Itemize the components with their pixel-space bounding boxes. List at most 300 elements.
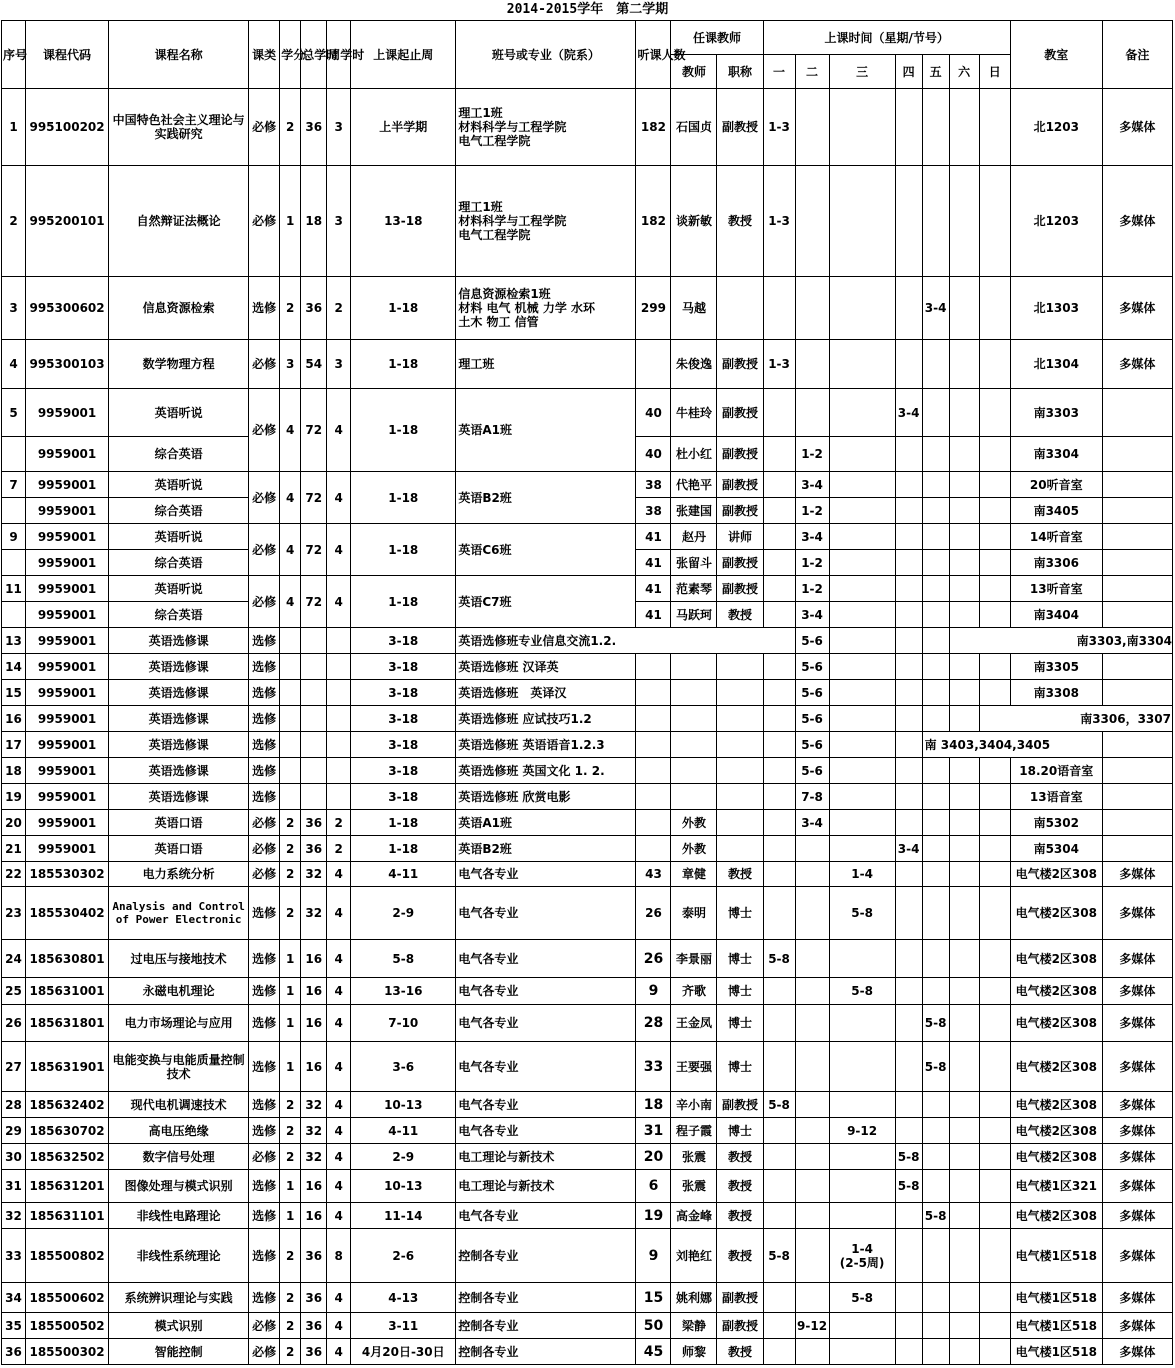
cell-seq: 15	[2, 680, 26, 706]
cell-students: 18	[636, 1092, 671, 1118]
table-row	[2, 89, 1173, 166]
cell-day-4	[895, 89, 922, 166]
table-row	[2, 1229, 1173, 1283]
cell-day-5	[922, 887, 949, 940]
cell-note: 多媒体	[1102, 887, 1172, 940]
cell-day-2	[795, 836, 829, 862]
cell-day-3	[829, 1203, 895, 1229]
cell-credit	[280, 758, 301, 784]
cell-day-4	[895, 1229, 922, 1283]
cell-note	[1102, 524, 1172, 550]
cell-day-5	[922, 602, 949, 628]
cell-students: 182	[636, 89, 671, 166]
cell-room: 南3306	[1010, 550, 1102, 576]
cell-name: 电力市场理论与应用	[109, 1005, 249, 1042]
cell-day-5	[922, 1229, 949, 1283]
cell-week: 4	[327, 472, 351, 524]
cell-day-2: 3-4	[795, 810, 829, 836]
cell-week: 4	[327, 524, 351, 576]
cell-day-6	[949, 277, 979, 340]
cell-weeks: 1-18	[351, 277, 456, 340]
cell-day-6	[949, 1170, 979, 1203]
cell-rank: 副教授	[717, 89, 763, 166]
cell-rank	[717, 732, 763, 758]
cell-students: 38	[636, 498, 671, 524]
cell-room: 南5304	[1010, 836, 1102, 862]
header-code: 课程代码	[26, 21, 109, 89]
cell-day-1	[763, 437, 795, 472]
cell-name: 英语选修课	[109, 654, 249, 680]
cell-teacher: 高金峰	[671, 1203, 717, 1229]
cell-day-6	[949, 680, 979, 706]
table-row	[2, 1118, 1173, 1144]
cell-day-5	[922, 628, 949, 654]
cell-day-4	[895, 1313, 922, 1339]
cell-day-2	[795, 166, 829, 277]
cell-class: 电气各专业	[456, 1042, 636, 1092]
cell-name: 非线性系统理论	[109, 1229, 249, 1283]
cell-day-3	[829, 706, 895, 732]
cell-teacher: 王金凤	[671, 1005, 717, 1042]
cell-name: 中国特色社会主义理论与实践研究	[109, 89, 249, 166]
cell-day-1	[763, 836, 795, 862]
cell-students: 9	[636, 1229, 671, 1283]
cell-code: 9959001	[26, 628, 109, 654]
cell-weeks: 2-6	[351, 1229, 456, 1283]
cell-week	[327, 654, 351, 680]
cell-day-1	[763, 550, 795, 576]
cell-type: 选修	[249, 654, 280, 680]
cell-room: 北1203	[1010, 166, 1102, 277]
cell-day-4: 3-4	[895, 389, 922, 437]
cell-day-7	[979, 1283, 1010, 1313]
cell-students	[636, 784, 671, 810]
cell-note	[1102, 498, 1172, 524]
cell-type: 选修	[249, 1283, 280, 1313]
cell-seq: 20	[2, 810, 26, 836]
cell-rank	[717, 758, 763, 784]
cell-class: 英语A1班	[456, 389, 636, 472]
cell-day-6	[949, 1118, 979, 1144]
cell-name: 英语选修课	[109, 680, 249, 706]
cell-type: 必修	[249, 1144, 280, 1170]
cell-total	[301, 628, 327, 654]
cell-day-7	[979, 887, 1010, 940]
cell-code: 995100202	[26, 89, 109, 166]
table-row	[2, 524, 1173, 550]
cell-day-6	[949, 576, 979, 602]
cell-room: 南3404	[1010, 602, 1102, 628]
cell-day-1	[763, 862, 795, 887]
cell-note	[1102, 836, 1172, 862]
cell-week: 4	[327, 940, 351, 978]
cell-room: 电气楼2区308	[1010, 978, 1102, 1005]
cell-total: 32	[301, 1118, 327, 1144]
cell-class: 英语A1班	[456, 810, 636, 836]
cell-day-3	[829, 732, 895, 758]
cell-room: 南3308	[1010, 680, 1102, 706]
cell-note	[1102, 437, 1172, 472]
cell-teacher: 赵丹	[671, 524, 717, 550]
cell-day-5	[922, 437, 949, 472]
table-row	[2, 166, 1173, 277]
cell-day-5	[922, 1313, 949, 1339]
cell-total: 32	[301, 1092, 327, 1118]
cell-code: 9959001	[26, 810, 109, 836]
cell-seq: 5	[2, 389, 26, 437]
cell-weeks: 1-18	[351, 576, 456, 628]
cell-name: 英语选修课	[109, 758, 249, 784]
cell-day-6	[949, 389, 979, 437]
cell-code: 185630801	[26, 940, 109, 978]
cell-teacher: 刘艳红	[671, 1229, 717, 1283]
cell-day-6	[949, 437, 979, 472]
cell-room: 南3306，3307	[979, 706, 1172, 732]
cell-rank: 博士	[717, 940, 763, 978]
cell-total: 16	[301, 1042, 327, 1092]
cell-credit: 4	[280, 576, 301, 628]
cell-room: 电气楼1区518	[1010, 1229, 1102, 1283]
cell-teacher: 梁静	[671, 1313, 717, 1339]
cell-week: 2	[327, 810, 351, 836]
cell-weeks: 3-18	[351, 706, 456, 732]
cell-class: 控制各专业	[456, 1229, 636, 1283]
cell-name: Analysis and Control of Power Electronic	[109, 887, 249, 940]
cell-credit: 3	[280, 340, 301, 389]
cell-day-2	[795, 277, 829, 340]
cell-day-7	[979, 576, 1010, 602]
cell-code: 995200101	[26, 166, 109, 277]
table-row	[2, 940, 1173, 978]
cell-day-3	[829, 784, 895, 810]
cell-weeks: 4-11	[351, 862, 456, 887]
cell-code: 185631001	[26, 978, 109, 1005]
cell-students: 41	[636, 576, 671, 602]
header-room: 教室	[1010, 21, 1102, 89]
cell-day-6	[949, 1339, 979, 1365]
cell-week	[327, 680, 351, 706]
cell-students: 43	[636, 862, 671, 887]
cell-day-5	[922, 472, 949, 498]
cell-name: 综合英语	[109, 550, 249, 576]
cell-day-4	[895, 472, 922, 498]
cell-total: 36	[301, 89, 327, 166]
cell-teacher	[671, 680, 717, 706]
cell-weeks: 11-14	[351, 1203, 456, 1229]
cell-seq: 25	[2, 978, 26, 1005]
cell-code: 185631101	[26, 1203, 109, 1229]
cell-teacher: 辛小南	[671, 1092, 717, 1118]
cell-day-5	[922, 524, 949, 550]
cell-students	[636, 340, 671, 389]
cell-note	[1102, 389, 1172, 437]
cell-class: 电气各专业	[456, 940, 636, 978]
cell-seq: 4	[2, 340, 26, 389]
cell-day-5	[922, 862, 949, 887]
cell-day-3	[829, 389, 895, 437]
table-row	[2, 576, 1173, 602]
cell-class: 控制各专业	[456, 1339, 636, 1365]
cell-name: 电力系统分析	[109, 862, 249, 887]
cell-type: 选修	[249, 1005, 280, 1042]
cell-students: 299	[636, 277, 671, 340]
cell-week: 4	[327, 1339, 351, 1365]
table-row	[2, 1203, 1173, 1229]
cell-type: 必修	[249, 389, 280, 472]
cell-day-7	[979, 758, 1010, 784]
cell-seq: 21	[2, 836, 26, 862]
cell-students	[636, 654, 671, 680]
cell-code: 9959001	[26, 389, 109, 437]
header-rank: 职称	[717, 55, 763, 89]
cell-code: 185631801	[26, 1005, 109, 1042]
cell-day-6	[949, 166, 979, 277]
cell-week: 4	[327, 862, 351, 887]
cell-teacher: 外教	[671, 836, 717, 862]
cell-code: 185631901	[26, 1042, 109, 1092]
cell-day-4	[895, 524, 922, 550]
cell-day-7	[979, 1118, 1010, 1144]
cell-day-2: 1-2	[795, 437, 829, 472]
cell-teacher	[671, 706, 717, 732]
cell-note	[1102, 758, 1172, 784]
cell-students: 41	[636, 524, 671, 550]
cell-seq: 14	[2, 654, 26, 680]
cell-total: 16	[301, 1005, 327, 1042]
cell-class: 英语选修班 英语语音1.2.3	[456, 732, 636, 758]
cell-room: 18.20语音室	[1010, 758, 1102, 784]
cell-teacher	[671, 784, 717, 810]
cell-code: 9959001	[26, 550, 109, 576]
cell-name: 信息资源检索	[109, 277, 249, 340]
cell-rank	[717, 836, 763, 862]
cell-total: 16	[301, 978, 327, 1005]
cell-day-6	[949, 654, 979, 680]
cell-day-6	[949, 706, 979, 732]
cell-teacher: 程子霞	[671, 1118, 717, 1144]
cell-room: 电气楼2区308	[1010, 1203, 1102, 1229]
cell-type: 必修	[249, 166, 280, 277]
cell-rank: 副教授	[717, 1092, 763, 1118]
cell-teacher: 张留斗	[671, 550, 717, 576]
cell-seq: 30	[2, 1144, 26, 1170]
cell-students: 20	[636, 1144, 671, 1170]
cell-students: 182	[636, 166, 671, 277]
cell-day-3	[829, 680, 895, 706]
cell-note: 多媒体	[1102, 1005, 1172, 1042]
cell-seq	[2, 550, 26, 576]
cell-room: 电气楼2区308	[1010, 1144, 1102, 1170]
cell-day-3	[829, 340, 895, 389]
cell-code: 185500802	[26, 1229, 109, 1283]
cell-credit: 2	[280, 1144, 301, 1170]
cell-type: 选修	[249, 277, 280, 340]
cell-weeks: 1-18	[351, 810, 456, 836]
header-day-thu: 四	[895, 55, 922, 89]
cell-class: 英语C7班	[456, 576, 636, 628]
cell-day-5	[922, 89, 949, 166]
cell-day-4: 5-8	[895, 1170, 922, 1203]
header-day-wed: 三	[829, 55, 895, 89]
cell-total: 36	[301, 1283, 327, 1313]
cell-day-2	[795, 1118, 829, 1144]
cell-day-5	[922, 758, 949, 784]
cell-day-2: 7-8	[795, 784, 829, 810]
cell-day-3	[829, 1092, 895, 1118]
cell-day-1	[763, 472, 795, 498]
cell-day-4	[895, 862, 922, 887]
table-row	[2, 1339, 1173, 1365]
cell-day-1	[763, 887, 795, 940]
cell-seq: 16	[2, 706, 26, 732]
cell-day-1: 5-8	[763, 1092, 795, 1118]
cell-note: 多媒体	[1102, 1170, 1172, 1203]
cell-day-3	[829, 89, 895, 166]
cell-weeks: 10-13	[351, 1170, 456, 1203]
cell-room: 电气楼2区308	[1010, 1042, 1102, 1092]
cell-code: 185530302	[26, 862, 109, 887]
header-weeks: 上课起止周	[351, 21, 456, 89]
cell-day-5	[922, 1339, 949, 1365]
cell-type: 选修	[249, 887, 280, 940]
cell-day-4	[895, 166, 922, 277]
cell-day-1: 5-8	[763, 1229, 795, 1283]
cell-credit: 2	[280, 836, 301, 862]
cell-seq: 23	[2, 887, 26, 940]
cell-name: 英语听说	[109, 389, 249, 437]
cell-name: 过电压与接地技术	[109, 940, 249, 978]
cell-code: 185632402	[26, 1092, 109, 1118]
cell-week: 3	[327, 166, 351, 277]
table-row	[2, 1042, 1173, 1092]
cell-name: 英语口语	[109, 810, 249, 836]
cell-rank: 博士	[717, 1042, 763, 1092]
cell-note	[1102, 576, 1172, 602]
cell-code: 9959001	[26, 706, 109, 732]
cell-class: 英语选修班 英译汉	[456, 680, 636, 706]
cell-day-7	[979, 784, 1010, 810]
cell-day-3: 5-8	[829, 978, 895, 1005]
cell-week: 3	[327, 89, 351, 166]
cell-credit: 2	[280, 810, 301, 836]
page-title: 2014-2015学年 第二学期	[506, 2, 669, 17]
cell-day-2	[795, 978, 829, 1005]
table-row	[2, 680, 1173, 706]
cell-day-5	[922, 940, 949, 978]
cell-seq: 9	[2, 524, 26, 550]
cell-week: 4	[327, 389, 351, 472]
cell-seq: 36	[2, 1339, 26, 1365]
header-type: 课类	[249, 21, 280, 89]
cell-day-4	[895, 654, 922, 680]
cell-day-6	[949, 1144, 979, 1170]
cell-day-4	[895, 1042, 922, 1092]
cell-seq: 13	[2, 628, 26, 654]
header-credit: 学分	[280, 21, 301, 89]
cell-rank: 副教授	[717, 550, 763, 576]
cell-day-5	[922, 680, 949, 706]
cell-teacher: 马越	[671, 277, 717, 340]
cell-room: 电气楼1区518	[1010, 1313, 1102, 1339]
cell-day-5	[922, 389, 949, 437]
cell-day-4	[895, 1283, 922, 1313]
cell-day-6	[949, 550, 979, 576]
cell-credit	[280, 706, 301, 732]
cell-seq: 33	[2, 1229, 26, 1283]
cell-day-6	[949, 758, 979, 784]
cell-credit: 1	[280, 1042, 301, 1092]
cell-teacher: 张震	[671, 1144, 717, 1170]
cell-day-6	[949, 498, 979, 524]
header-day-fri: 五	[922, 55, 949, 89]
cell-class: 电气各专业	[456, 978, 636, 1005]
cell-day-4	[895, 784, 922, 810]
cell-day-3: 1-4	[829, 862, 895, 887]
cell-type: 选修	[249, 1092, 280, 1118]
cell-rank: 教授	[717, 1339, 763, 1365]
cell-day-6	[949, 1042, 979, 1092]
cell-room: 南3303	[1010, 389, 1102, 437]
cell-class: 电气各专业	[456, 1203, 636, 1229]
cell-rank	[717, 680, 763, 706]
cell-name: 高电压绝缘	[109, 1118, 249, 1144]
cell-students: 15	[636, 1283, 671, 1313]
cell-code: 9959001	[26, 784, 109, 810]
cell-day-2	[795, 340, 829, 389]
cell-week: 4	[327, 1203, 351, 1229]
cell-weeks: 上半学期	[351, 89, 456, 166]
cell-day-5	[922, 654, 949, 680]
cell-note: 多媒体	[1102, 1092, 1172, 1118]
cell-week: 4	[327, 576, 351, 628]
cell-weeks: 2-9	[351, 887, 456, 940]
cell-day-2: 1-2	[795, 576, 829, 602]
cell-day-7	[979, 1170, 1010, 1203]
cell-day-4	[895, 340, 922, 389]
cell-day-2	[795, 1283, 829, 1313]
cell-day-5: 5-8	[922, 1203, 949, 1229]
cell-code: 185632502	[26, 1144, 109, 1170]
cell-weeks: 3-18	[351, 654, 456, 680]
cell-type: 选修	[249, 706, 280, 732]
cell-day-7	[979, 1144, 1010, 1170]
cell-rank: 副教授	[717, 340, 763, 389]
cell-day-5	[922, 550, 949, 576]
cell-day-3	[829, 602, 895, 628]
cell-class: 英语选修班 欣赏电影	[456, 784, 636, 810]
cell-day-1	[763, 810, 795, 836]
cell-day-6	[949, 887, 979, 940]
cell-day-5	[922, 498, 949, 524]
cell-students	[636, 732, 671, 758]
cell-class: 英语选修班 英国文化 1. 2.	[456, 758, 636, 784]
cell-day-3	[829, 498, 895, 524]
cell-day-3	[829, 524, 895, 550]
cell-day-1	[763, 277, 795, 340]
cell-rank: 教授	[717, 1203, 763, 1229]
cell-seq: 32	[2, 1203, 26, 1229]
cell-weeks: 1-18	[351, 389, 456, 472]
cell-day-4	[895, 1092, 922, 1118]
cell-class: 电工理论与新技术	[456, 1170, 636, 1203]
cell-type: 必修	[249, 810, 280, 836]
cell-note	[1102, 784, 1172, 810]
cell-room: 电气楼1区518	[1010, 1283, 1102, 1313]
cell-type: 选修	[249, 628, 280, 654]
cell-day-1	[763, 389, 795, 437]
cell-code: 995300103	[26, 340, 109, 389]
cell-day-7	[979, 524, 1010, 550]
